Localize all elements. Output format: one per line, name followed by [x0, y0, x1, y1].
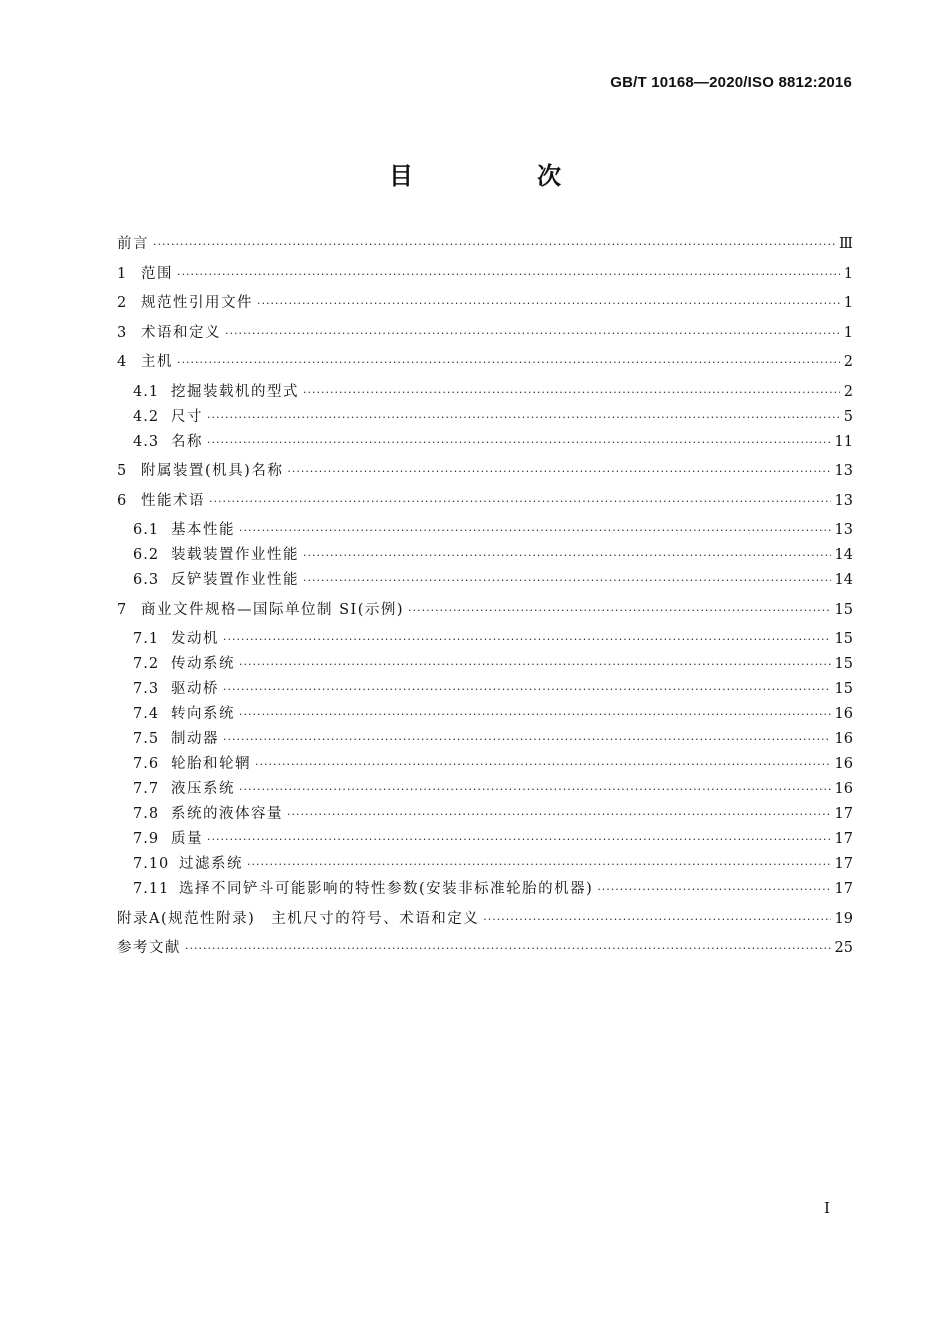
- toc-leader-dots: [239, 658, 831, 671]
- toc-entry-number: 4.3: [133, 433, 160, 450]
- toc-entry-number: 1: [117, 265, 127, 282]
- toc-entry[interactable]: [117, 936, 853, 961]
- toc-leader-dots: [185, 942, 831, 955]
- toc-leader-dots: [247, 858, 831, 871]
- toc-leader-dots: [239, 708, 831, 721]
- toc-entry-label: 转向系统: [171, 706, 235, 722]
- toc-leader-dots: [597, 883, 830, 896]
- toc-entry[interactable]: [117, 827, 853, 852]
- toc-entry-label: 规范性引用文件: [141, 295, 253, 311]
- toc-leader-dots: [207, 411, 840, 424]
- toc-entry-number: 7.5: [133, 731, 160, 747]
- toc-entry-label: 挖掘装载机的型式: [171, 383, 299, 400]
- toc-leader-dots: [223, 683, 831, 696]
- toc-entry-label: 基本性能: [171, 522, 235, 538]
- toc-entry-label: 驱动桥: [171, 681, 219, 697]
- toc-entry-page: Ⅲ: [839, 236, 853, 252]
- toc-entry[interactable]: [117, 518, 853, 543]
- toc-entry[interactable]: [117, 802, 853, 827]
- toc-entry-page: 2: [843, 383, 853, 400]
- toc-entry-page: 16: [834, 781, 853, 797]
- toc-entry-label: 选择不同铲斗可能影响的特性参数(安装非标准轮胎的机器): [179, 881, 594, 897]
- toc-entry-label: 参考文献: [117, 940, 181, 956]
- toc-leader-dots: [177, 356, 840, 369]
- toc-entry-page: 17: [834, 881, 853, 897]
- toc-entry-label: 商业文件规格—国际单位制 SI(示例): [141, 601, 405, 618]
- toc-entry-page: 1: [843, 295, 853, 311]
- toc-entry-label: 传动系统: [171, 656, 235, 672]
- toc-entry-page: 15: [834, 656, 853, 672]
- toc-entry-label: 术语和定义: [141, 324, 221, 341]
- toc-entry[interactable]: [117, 877, 853, 902]
- toc-leader-dots: [207, 833, 831, 846]
- toc-entry-page: 19: [834, 910, 853, 927]
- toc-entry[interactable]: [117, 652, 853, 677]
- toc-entry-page: 16: [834, 706, 853, 722]
- toc-entry-number: 6.1: [133, 522, 160, 538]
- toc-entry-label: 附录A(规范性附录) 主机尺寸的符号、术语和定义: [117, 910, 480, 927]
- toc-entry-number: 7.11: [133, 881, 170, 897]
- document-code: GB/T 10168—2020/ISO 8812:2016: [610, 74, 852, 91]
- toc-entry-label: 范围: [141, 265, 173, 282]
- toc-entry[interactable]: [117, 291, 853, 316]
- toc-entry-label: 尺寸: [171, 408, 203, 425]
- toc-entry[interactable]: [117, 430, 853, 455]
- toc-entry-number: 7.10: [133, 856, 170, 872]
- toc-entry-page: 17: [834, 831, 853, 847]
- toc-entry-number: 7.3: [133, 681, 160, 697]
- toc-entry-page: 25: [834, 940, 853, 956]
- toc-leader-dots: [207, 436, 831, 449]
- toc-entry-page: 13: [834, 492, 853, 509]
- toc-leader-dots: [223, 633, 831, 646]
- toc-entry-page: 1: [843, 265, 853, 282]
- toc-entry-label: 系统的液体容量: [171, 806, 283, 822]
- toc-entry[interactable]: [117, 568, 853, 593]
- toc-leader-dots: [257, 297, 840, 310]
- toc-entry[interactable]: [117, 262, 853, 287]
- toc-title: 目 次: [389, 162, 611, 190]
- toc-entry[interactable]: [117, 852, 853, 877]
- toc-entry-number: 3: [117, 324, 127, 341]
- toc-leader-dots: [223, 733, 831, 746]
- toc-entry-label: 质量: [171, 831, 203, 847]
- toc-entry-number: 7.6: [133, 756, 160, 772]
- toc-leader-dots: [239, 524, 831, 537]
- toc-entry-number: 7.9: [133, 831, 160, 847]
- toc-entry[interactable]: [117, 752, 853, 777]
- toc-entry[interactable]: [117, 543, 853, 568]
- toc-entry-page: 16: [834, 731, 853, 747]
- toc-leader-dots: [153, 238, 835, 251]
- toc-leader-dots: [303, 549, 831, 562]
- toc-leader-dots: [225, 327, 840, 340]
- toc-entry[interactable]: [117, 459, 853, 484]
- toc-entry-number: 4.2: [133, 408, 160, 425]
- toc-entry-label: 反铲装置作业性能: [171, 572, 299, 588]
- toc-entry-page: 16: [834, 756, 853, 772]
- toc-entry-page: 11: [834, 433, 853, 450]
- toc-entry[interactable]: [117, 380, 853, 405]
- toc-entry[interactable]: [117, 702, 853, 727]
- toc-entry[interactable]: [117, 321, 853, 346]
- toc-entry-page: 13: [834, 463, 853, 479]
- toc-entry-page: 13: [834, 522, 853, 538]
- toc-entry-page: 15: [834, 601, 853, 618]
- toc-entry-label: 装载装置作业性能: [171, 547, 299, 563]
- toc-entry-number: 7: [117, 601, 127, 618]
- toc-leader-dots: [255, 758, 831, 771]
- toc-entry-number: 7.4: [133, 706, 160, 722]
- toc-leader-dots: [239, 783, 831, 796]
- toc-entry-number: 7.7: [133, 781, 160, 797]
- toc-entry-number: 4.1: [133, 383, 160, 400]
- toc-entry-page: 14: [834, 572, 853, 588]
- toc-leader-dots: [209, 495, 831, 508]
- toc-entry-number: 7.1: [133, 631, 160, 647]
- toc-entry[interactable]: [117, 405, 853, 430]
- toc-leader-dots: [303, 386, 840, 399]
- toc-entry[interactable]: [117, 677, 853, 702]
- toc-entry-page: 15: [834, 681, 853, 697]
- toc-entry-number: 6: [117, 492, 127, 509]
- page-number: I: [824, 1199, 830, 1217]
- toc-entry-label: 主机: [141, 354, 173, 370]
- toc-entry-number: 4: [117, 354, 127, 370]
- toc-entry[interactable]: [117, 598, 853, 623]
- toc-entry[interactable]: [117, 232, 853, 257]
- toc-entry-page: 17: [834, 806, 853, 822]
- toc-entry[interactable]: [117, 627, 853, 652]
- toc-entry-page: 14: [834, 547, 853, 563]
- toc-entry[interactable]: [117, 777, 853, 802]
- toc-entry-page: 1: [843, 324, 853, 341]
- toc-entry-number: 7.2: [133, 656, 160, 672]
- toc-entry-number: 7.8: [133, 806, 160, 822]
- toc-entry[interactable]: [117, 907, 853, 932]
- toc-entry-label: 轮胎和轮辋: [171, 756, 251, 772]
- toc-entry-number: 5: [117, 463, 127, 479]
- toc-entry[interactable]: [117, 350, 853, 375]
- toc-entry-label: 液压系统: [171, 781, 235, 797]
- toc-leader-dots: [287, 465, 830, 478]
- toc-entry-label: 附属装置(机具)名称: [141, 463, 284, 479]
- toc-entry-page: 5: [843, 408, 853, 425]
- toc-entry-page: 2: [843, 354, 853, 370]
- toc-entry-page: 17: [834, 856, 853, 872]
- toc-entry[interactable]: [117, 489, 853, 514]
- toc-entry-label: 制动器: [171, 731, 219, 747]
- toc-leader-dots: [408, 604, 830, 617]
- toc-entry[interactable]: [117, 727, 853, 752]
- toc-entry-number: 6.3: [133, 572, 160, 588]
- toc-leader-dots: [303, 574, 831, 587]
- toc-leader-dots: [483, 913, 830, 926]
- toc-leader-dots: [287, 808, 831, 821]
- toc-entry-number: 2: [117, 295, 127, 311]
- toc-leader-dots: [177, 268, 840, 281]
- toc-entry-number: 6.2: [133, 547, 160, 563]
- toc-entry-page: 15: [834, 631, 853, 647]
- toc-entry-label: 过滤系统: [179, 856, 243, 872]
- toc-entry-label: 性能术语: [141, 492, 205, 509]
- toc-entry-label: 发动机: [171, 631, 219, 647]
- toc-entry-label: 名称: [171, 433, 203, 450]
- toc-entry-label: 前言: [117, 236, 149, 252]
- table-of-contents: [117, 232, 853, 961]
